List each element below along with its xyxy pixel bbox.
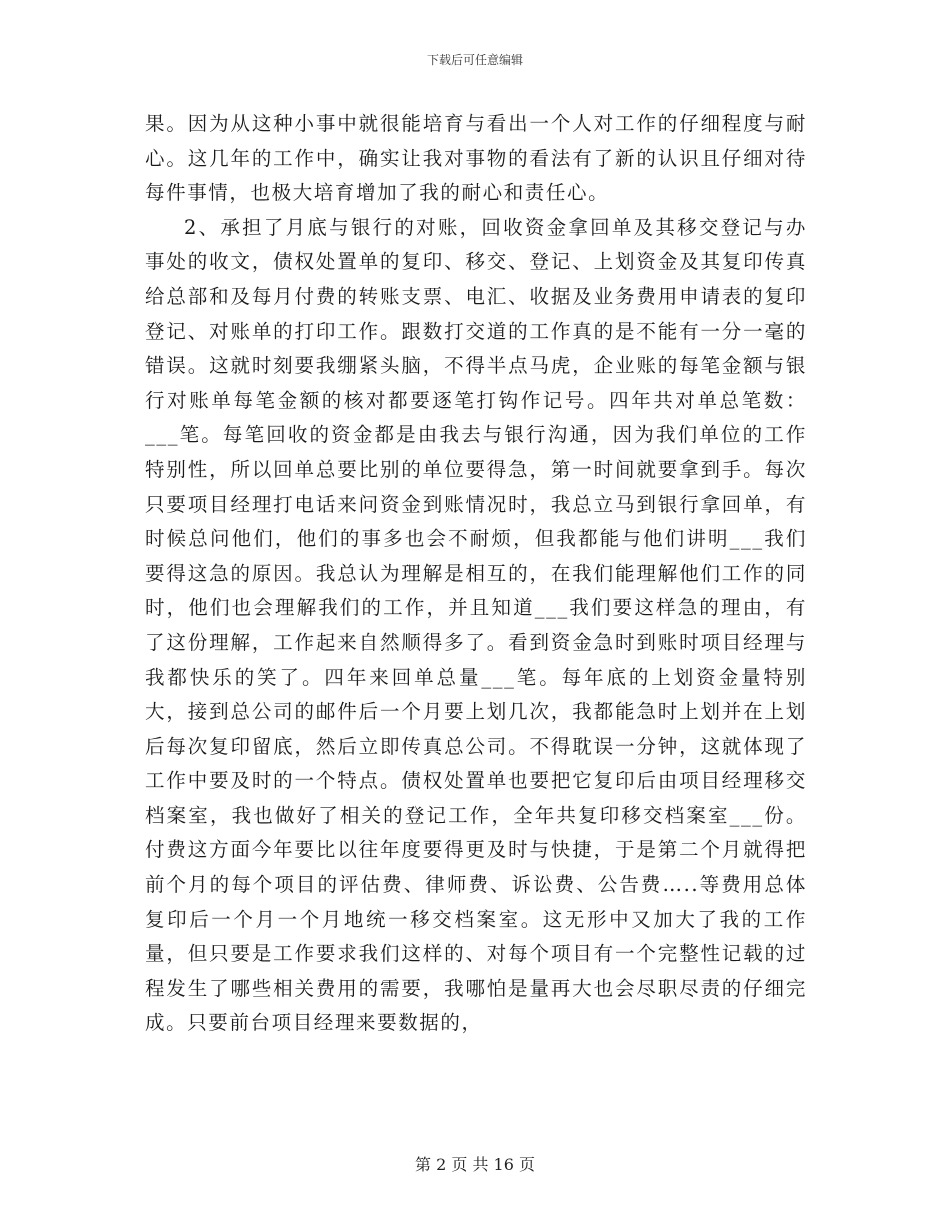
body-text <box>145 107 807 1041</box>
paragraph-1: 果。因为从这种小事中就很能培育与看出一个人对工作的仔细程度与耐心。这几年的工作中，确实让我对事物的看法有了新的认识且仔细对待每件事情，也极大培育增加了我的耐心和责任心。 <box>145 112 807 205</box>
page-footer: 第 2 页 共 16 页 <box>415 1155 535 1174</box>
page-header: 下载后可任意编辑 <box>426 53 523 67</box>
paragraph-2: 2、承担了月底与银行的对账，回收资金拿回单及其移交登记与办事处的收文，债权处置单的复印、移交、登记、上划资金及其复印传真给总部和及每月付费的转账支票、电汇、收据及业务费用申请表的复印登记、对账单的打印工作。跟数打交道的工作真的是不能有一分一毫的错误。这就时刻要我绷紧头脑，不得半点马虎，企业账的每笔金额与银行对账单每笔金额的核对都要逐笔打钩作记号。四年共对单总笔数：___笔。每笔回收的资金都是由我去与银行沟通，因为我们单位的工作特别性，所以回单总要比别的单位要得急，第一时间就要拿到手。每次只要项目经理打电话来问资金到账情况时，我总立马到银行拿回单，有时候总问他们，他们的事多也会不耐烦，但我都能与他们讲明___我们要得这急的原因。我总认为理解是相互的，在我们能理解他们工作的同时，他们也会理解我们的工作，并且知道___我们要这样急的理由，有了这份理解，工作起来自然顺得多了。看到资金急时到账时项目经理与我都快乐的笑了。四年来回单总量___笔。每年底的上划资金量特别大，接到总公司的邮件后一个月要上划几次，我都能急时上划并在上划后每次复印留底，然后立即传真总公司。不得耽误一分钟，这就体现了工作中要及时的一个特点。债权处置单也要把它复印后由项目经理移交档案室，我也做好了相关的登记工作，全年共复印移交档案室___份。付费这方面今年要比以往年度要得更及时与快捷，于是第二个月就得把前个月的每个项目的评估费、律师费、诉讼费、公告费…..等费用总体复印后一个月一个月地统一移交档案室。这无形中又加大了我的工作量，但只要是工作要求我们这样的、对每个项目有一个完整性记载的过程发生了哪些相关费用的需要，我哪怕是量再大也会尽职尽责的仔细完成。只要前台项目经理来要数据的， <box>145 215 807 1035</box>
